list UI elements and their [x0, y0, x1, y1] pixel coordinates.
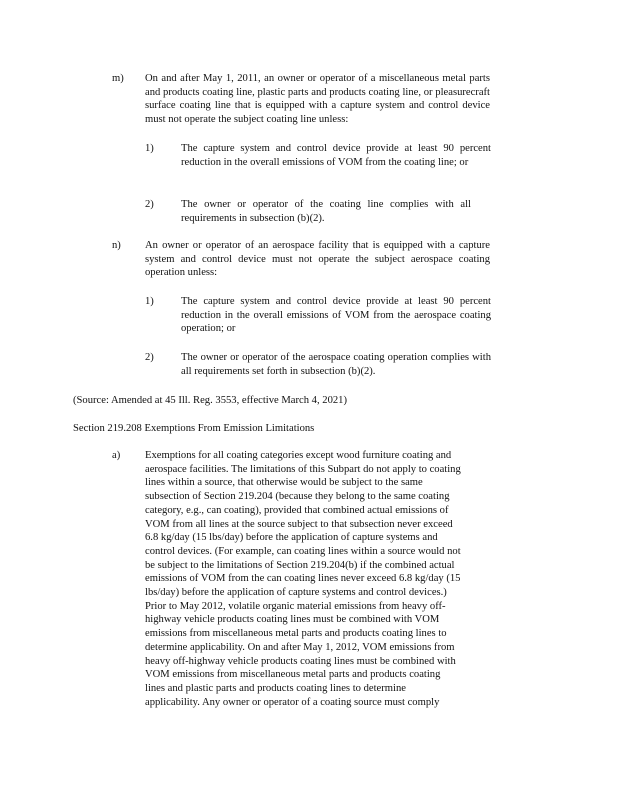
subsection-n-item-1-label: 1) — [145, 296, 154, 307]
source-note: (Source: Amended at 45 Ill. Reg. 3553, effective March 4, 2021) — [73, 395, 347, 406]
subsection-m-item-1-text: The capture system and control device provide at least 90 percent reduction in the overall emissions of VOM from the coating line; or — [181, 143, 491, 168]
subsection-m-item-1-label: 1) — [145, 143, 154, 154]
subsection-n-item-2-label: 2) — [145, 352, 154, 363]
subsection-a-line: lines within a source, that otherwise would be subject to the same — [145, 477, 423, 489]
subsection-m-item-2-label: 2) — [145, 199, 154, 210]
subsection-a-line: Prior to May 2012, volatile organic material emissions from heavy off- — [145, 600, 446, 612]
subsection-a-line: determine applicability. On and after May 1, 2012, VOM emissions from — [145, 641, 455, 653]
subsection-m-label: m) — [112, 73, 124, 84]
subsection-a-line: lbs/day) before the application of capture systems and control devices.) — [145, 587, 447, 599]
subsection-a-line: VOM emissions from miscellaneous metal parts and products coating — [145, 669, 441, 681]
subsection-m-item-2-text: The owner or operator of the coating line complies with all requirements in subsection (b)(2). — [181, 199, 471, 224]
subsection-m-text: On and after May 1, 2011, an owner or operator of a miscellaneous metal parts and products coating line, plastic parts and products coating line, or pleasurecraft surface coating line that is equipped with a capture system and control device must not operate the subject coating line unless: — [145, 73, 490, 126]
subsection-a-line: emissions of VOM from the can coating lines never exceed 6.8 kg/day (15 — [145, 573, 461, 585]
subsection-a-line: lines and plastic parts and products coating lines to determine — [145, 682, 406, 694]
subsection-a-line: applicability. Any owner or operator of a coating source must comply — [145, 696, 440, 708]
subsection-a-line: control devices. (For example, can coating lines within a source would not — [145, 545, 461, 557]
subsection-a-line: category, e.g., can coating), provided that combined actual emissions of — [145, 504, 449, 516]
subsection-a-line: be subject to the limitations of Section 219.204(b) if the combined actual — [145, 559, 455, 571]
subsection-n-label: n) — [112, 240, 121, 251]
subsection-a-line: heavy off-highway vehicle products coating lines must be combined with — [145, 655, 456, 667]
subsection-n-item-2-text: The owner or operator of the aerospace coating operation complies with all requirements set forth in subsection (b)(2). — [181, 352, 491, 377]
subsection-n-text: An owner or operator of an aerospace facility that is equipped with a capture system and control device must not operate the subject aerospace coating operation unless: — [145, 240, 490, 279]
subsection-a-line: aerospace facilities. The limitations of this Subpart do not apply to coating — [145, 463, 461, 475]
subsection-a-line: emissions from miscellaneous metal parts and products coating lines to — [145, 628, 447, 640]
subsection-a-line: VOM from all lines at the source subject to that subsection never exceed — [145, 518, 453, 530]
subsection-a-line: subsection of Section 219.204 (because they belong to the same coating — [145, 491, 450, 503]
section-heading: Section 219.208 Exemptions From Emission Limitations — [73, 423, 315, 434]
subsection-n-item-1-text: The capture system and control device provide at least 90 percent reduction in the overall emissions of VOM from the aerospace coating operation; or — [181, 296, 491, 335]
subsection-a-line: highway vehicle products coating lines must be combined with VOM — [145, 614, 440, 626]
subsection-a-label: a) — [112, 450, 121, 461]
subsection-a-line: Exemptions for all coating categories except wood furniture coating and — [145, 450, 452, 461]
subsection-a-line: 6.8 kg/day (15 lbs/day) before the application of capture systems and — [145, 532, 438, 544]
subsection-a-text — [145, 449, 505, 709]
